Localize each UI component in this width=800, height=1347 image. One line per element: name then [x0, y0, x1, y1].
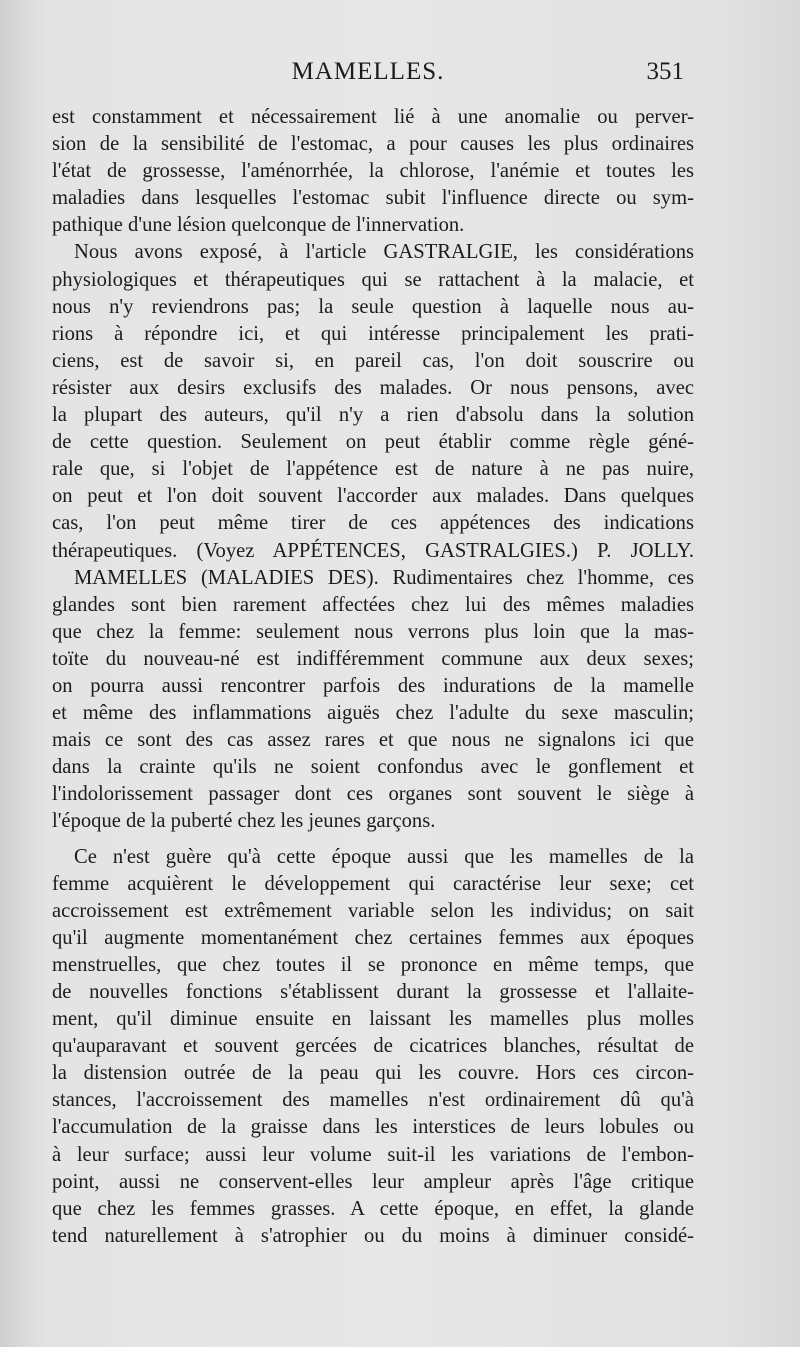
text-line: cas, l'on peut même tirer de ces appétences des indications	[52, 512, 694, 535]
text-line: rale que, si l'objet de l'appétence est de nature à ne pas nuire,	[52, 458, 694, 481]
text-line: on peut et l'on doit souvent l'accorder aux malades. Dans quelques	[52, 485, 694, 508]
text-line: ciens, est de savoir si, en pareil cas, l'on doit souscrire ou	[52, 349, 694, 372]
text-line: Ce n'est guère qu'à cette époque aussi que les mamelles de la	[74, 845, 694, 868]
text-line: que chez la femme: seulement nous verrons plus loin que la mas-	[52, 620, 694, 643]
text-line: qu'il augmente momentanément chez certaines femmes aux époques	[52, 926, 694, 949]
text-line: résister aux desirs exclusifs des malades. Or nous pensons, avec	[52, 376, 694, 399]
running-head: MAMELLES.	[291, 58, 445, 85]
text-line: menstruelles, que chez toutes il se prononce en même temps, que	[52, 953, 694, 976]
text-line: maladies dans lesquelles l'estomac subit l'influence directe ou sym-	[52, 187, 694, 210]
text-line: accroissement est extrêmement variable selon les individus; on sait	[52, 899, 694, 922]
text-line: rions à répondre ici, et qui intéresse principalement les prati-	[52, 322, 694, 345]
text-line: à leur surface; aussi leur volume suit-il les variations de l'embon-	[52, 1143, 694, 1166]
text-line: et même des inflammations aiguës chez l'adulte du sexe masculin;	[52, 702, 694, 725]
text-line: de cette question. Seulement on peut établir comme règle géné-	[52, 431, 694, 454]
text-line: stances, l'accroissement des mamelles n'est ordinairement dû qu'à	[52, 1089, 694, 1112]
text-line: que chez les femmes grasses. A cette époque, en effet, la glande	[52, 1197, 694, 1220]
text-line: est constamment et nécessairement lié à une anomalie ou perver-	[52, 106, 694, 128]
text-line: tend naturellement à s'atrophier ou du moins à diminuer considé-	[52, 1224, 694, 1247]
body-text	[52, 104, 694, 1250]
text-line: qu'auparavant et souvent gercées de cicatrices blanches, résultat de	[52, 1035, 694, 1058]
text-line: ment, qu'il diminue ensuite en laissant les mamelles plus molles	[52, 1008, 694, 1031]
text-line: thérapeutiques. (Voyez APPÉTENCES, GASTRALGIES.) P. JOLLY.	[52, 539, 694, 562]
text-line: de nouvelles fonctions s'établissent durant la grossesse et l'allaite-	[52, 981, 694, 1003]
text-line: glandes sont bien rarement affectées chez lui des mêmes maladies	[52, 593, 694, 616]
text-line: l'indolorissement passager dont ces organes sont souvent le siège à	[52, 783, 694, 806]
page-number: 351	[646, 58, 684, 85]
text-line: on pourra aussi rencontrer parfois des indurations de la mamelle	[52, 674, 694, 697]
paragraph-gap	[52, 836, 694, 844]
text-line: la plupart des auteurs, qu'il n'y a rien d'absolu dans la solution	[52, 404, 694, 427]
text-line: point, aussi ne conservent-elles leur ampleur après l'âge critique	[52, 1170, 694, 1193]
text-line: physiologiques et thérapeutiques qui se rattachent à la malacie, et	[52, 268, 694, 291]
page-header	[52, 58, 684, 90]
text-line: sion de la sensibilité de l'estomac, a pour causes les plus ordinaires	[52, 133, 694, 156]
text-line: dans la crainte qu'ils ne soient confondus avec le gonflement et	[52, 756, 694, 779]
text-line: Nous avons exposé, à l'article GASTRALGIE, les considérations	[74, 241, 694, 264]
text-line: mais ce sont des cas assez rares et que nous ne signalons ici que	[52, 729, 694, 752]
text-line: l'accumulation de la graisse dans les interstices de leurs lobules ou	[52, 1116, 694, 1139]
text-line: toïte du nouveau-né est indifféremment commune aux deux sexes;	[52, 647, 694, 670]
text-line: la distension outrée de la peau qui les couvre. Hors ces circon-	[52, 1062, 694, 1085]
text-line: l'époque de la puberté chez les jeunes garçons.	[52, 810, 436, 833]
text-line: l'état de grossesse, l'aménorrhée, la chlorose, l'anémie et toutes les	[52, 160, 694, 183]
text-line: femme acquièrent le développement qui caractérise leur sexe; cet	[52, 872, 694, 895]
text-line: MAMELLES (MALADIES DES). Rudimentaires chez l'homme, ces	[74, 566, 694, 589]
text-line: pathique d'une lésion quelconque de l'innervation.	[52, 214, 465, 237]
text-line: nous n'y reviendrons pas; la seule question à laquelle nous au-	[52, 295, 694, 318]
